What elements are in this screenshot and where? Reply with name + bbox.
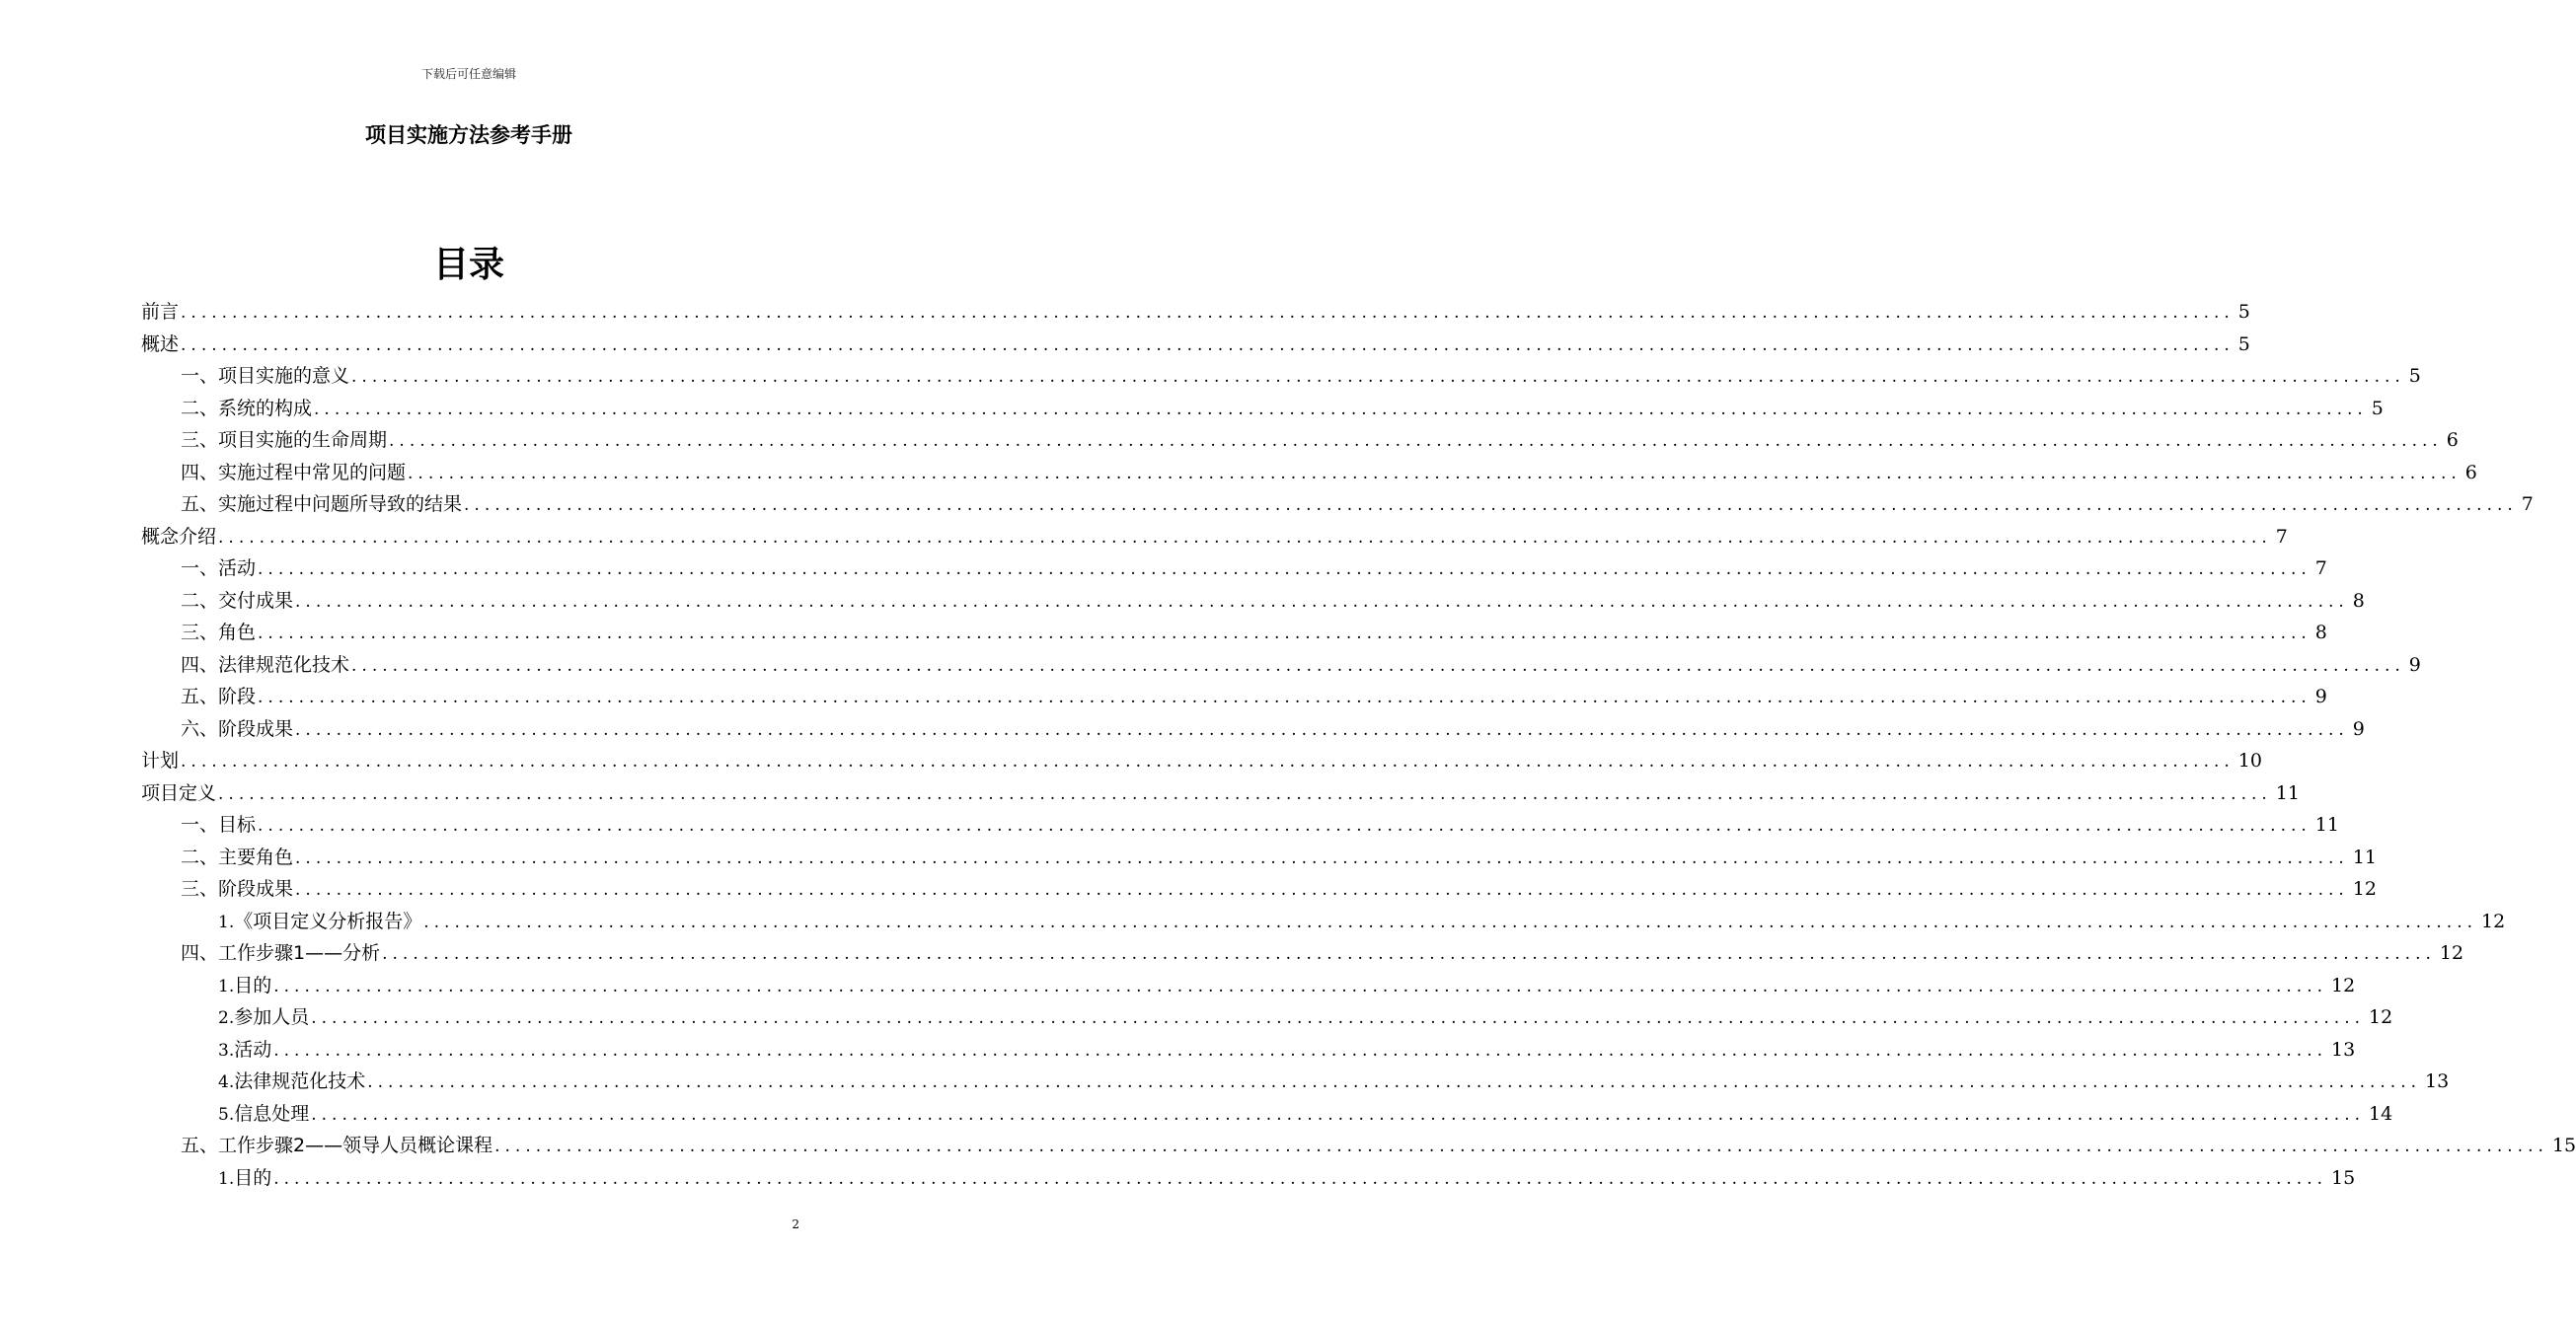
toc-entry-number: 二、 bbox=[181, 397, 219, 419]
toc-entry-label: 概念介绍 bbox=[141, 525, 217, 548]
toc-entry[interactable] bbox=[141, 296, 2250, 329]
toc-entry-page: 13 bbox=[2425, 1070, 2450, 1092]
toc-entry-page: 5 bbox=[2237, 332, 2250, 355]
toc-entry-number: 4. bbox=[218, 1072, 235, 1092]
toc-entry[interactable] bbox=[141, 1098, 2393, 1131]
toc-dot-leader: ........................................................................................................................................................................................................ bbox=[218, 783, 2272, 804]
toc-dot-leader: ........................................................................................................................................................................................................ bbox=[351, 655, 2405, 676]
toc-dot-leader: ........................................................................................................................................................................................................ bbox=[258, 688, 2311, 707]
toc-entry-label: 项目实施的生命周期 bbox=[218, 429, 388, 451]
toc-entry-page: 8 bbox=[2352, 589, 2365, 612]
toc-entry-label: 阶段 bbox=[218, 686, 257, 707]
toc-entry-number: 三、 bbox=[181, 429, 219, 451]
toc-entry-number: 1. bbox=[218, 976, 235, 996]
toc-entry-number: 四、 bbox=[181, 653, 219, 676]
toc-entry-number: 五、 bbox=[181, 686, 219, 707]
toc-entry-page: 7 bbox=[2314, 557, 2327, 579]
toc-dot-leader: ........................................................................................................................................................................................................ bbox=[295, 880, 2349, 900]
toc-entry-number: 六、 bbox=[181, 717, 219, 740]
toc-entry[interactable] bbox=[141, 585, 2365, 618]
toc-entry-label: 计划 bbox=[141, 750, 180, 772]
page-number: 2 bbox=[792, 1217, 799, 1231]
toc-entry-page: 9 bbox=[2408, 653, 2421, 676]
toc-entry[interactable] bbox=[141, 360, 2421, 393]
toc-entry-number: 五、 bbox=[181, 493, 219, 515]
toc-dot-leader: ........................................................................................................................................................................................................ bbox=[181, 334, 2235, 355]
toc-entry-page: 7 bbox=[2521, 493, 2534, 515]
toc-entry[interactable] bbox=[141, 906, 2506, 938]
toc-entry-label: 信息处理 bbox=[234, 1102, 310, 1125]
toc-entry-page: 6 bbox=[2464, 461, 2477, 483]
toc-dot-leader: ........................................................................................................................................................................................................ bbox=[273, 976, 2328, 996]
toc-entry-page: 15 bbox=[2551, 1135, 2576, 1156]
toc-entry-label: 角色 bbox=[218, 622, 257, 643]
toc-entry[interactable] bbox=[141, 1034, 2356, 1067]
toc-entry-label: 阶段成果 bbox=[218, 717, 294, 740]
toc-entry[interactable] bbox=[141, 488, 2534, 521]
toc-dot-leader: ........................................................................................................................................................................................................ bbox=[181, 752, 2235, 772]
toc-entry-label: 概述 bbox=[141, 332, 180, 355]
toc-entry[interactable] bbox=[141, 970, 2356, 1002]
toc-dot-leader: ........................................................................................................................................................................................................ bbox=[258, 624, 2311, 643]
toc-entry-page: 9 bbox=[2314, 686, 2327, 707]
toc-entry-label: 前言 bbox=[141, 301, 180, 323]
toc-entry-label: 《项目定义分析报告》 bbox=[234, 910, 422, 932]
toc-entry-label: 工作步骤1——分析 bbox=[218, 942, 381, 964]
toc-entry-number: 一、 bbox=[181, 557, 219, 579]
toc-entry-number: 二、 bbox=[181, 589, 219, 612]
toc-entry[interactable] bbox=[141, 745, 2262, 777]
toc-entry-number: 1. bbox=[218, 1168, 235, 1189]
toc-dot-leader: ........................................................................................................................................................................................................ bbox=[494, 1137, 2548, 1156]
toc-entry[interactable] bbox=[141, 873, 2377, 906]
toc-dot-leader: ........................................................................................................................................................................................................ bbox=[273, 1168, 2328, 1189]
toc-entry-label: 活动 bbox=[218, 557, 257, 579]
toc-entry-number: 1. bbox=[218, 912, 235, 932]
toc-entry-label: 活动 bbox=[234, 1038, 272, 1061]
toc-dot-leader: ........................................................................................................................................................................................................ bbox=[408, 463, 2462, 483]
toc-entry-label: 参加人员 bbox=[234, 1006, 310, 1028]
toc-entry-page: 8 bbox=[2314, 622, 2327, 643]
toc-dot-leader: ........................................................................................................................................................................................................ bbox=[389, 431, 2443, 451]
toc-entry-page: 6 bbox=[2446, 429, 2459, 451]
toc-entry-number: 三、 bbox=[181, 622, 219, 643]
toc-dot-leader: ........................................................................................................................................................................................................ bbox=[218, 527, 2272, 548]
toc-entry-number: 五、 bbox=[181, 1135, 219, 1156]
toc-entry-label: 交付成果 bbox=[218, 589, 294, 612]
toc-entry-page: 5 bbox=[2371, 397, 2384, 419]
toc-entry-page: 7 bbox=[2275, 525, 2288, 548]
toc-dot-leader: ........................................................................................................................................................................................................ bbox=[273, 1040, 2328, 1061]
toc-entry-number: 二、 bbox=[181, 846, 219, 868]
toc-entry-label: 系统的构成 bbox=[218, 397, 313, 419]
toc-entry-label: 法律规范化技术 bbox=[218, 653, 350, 676]
toc-dot-leader: ........................................................................................................................................................................................................ bbox=[258, 559, 2311, 579]
toc-dot-leader: ........................................................................................................................................................................................................ bbox=[181, 303, 2235, 323]
toc-entry-page: 12 bbox=[2331, 974, 2356, 996]
toc-entry-page: 5 bbox=[2237, 301, 2250, 323]
toc-entry[interactable] bbox=[141, 329, 2250, 361]
toc-entry-page: 15 bbox=[2331, 1166, 2356, 1189]
toc-dot-leader: ........................................................................................................................................................................................................ bbox=[295, 591, 2349, 612]
toc-entry-label: 实施过程中问题所导致的结果 bbox=[218, 493, 463, 515]
toc-dot-leader: ........................................................................................................................................................................................................ bbox=[258, 816, 2311, 836]
toc-dot-leader: ........................................................................................................................................................................................................ bbox=[367, 1072, 2422, 1092]
toc-dot-leader: ........................................................................................................................................................................................................ bbox=[295, 847, 2349, 868]
toc-entry-label: 主要角色 bbox=[218, 846, 294, 868]
toc-entry-number: 一、 bbox=[181, 365, 219, 387]
toc-entry-page: 13 bbox=[2331, 1038, 2356, 1061]
toc-entry[interactable] bbox=[141, 713, 2365, 746]
toc-entry[interactable] bbox=[141, 842, 2377, 874]
toc-dot-leader: ........................................................................................................................................................................................................ bbox=[464, 495, 2518, 515]
toc-entry[interactable] bbox=[141, 393, 2384, 425]
toc-entry[interactable] bbox=[141, 521, 2288, 553]
toc-entry-number: 三、 bbox=[181, 878, 219, 900]
toc-dot-leader: ........................................................................................................................................................................................................ bbox=[423, 912, 2478, 932]
table-of-contents bbox=[141, 296, 2576, 1194]
toc-entry[interactable] bbox=[141, 809, 2339, 842]
toc-entry-page: 11 bbox=[2314, 814, 2339, 836]
toc-entry-label: 项目定义 bbox=[141, 781, 217, 804]
toc-entry-page: 14 bbox=[2369, 1102, 2393, 1125]
toc-entry-page: 12 bbox=[2352, 878, 2377, 900]
toc-entry-page: 12 bbox=[2481, 910, 2506, 932]
toc-entry-number: 3. bbox=[218, 1040, 235, 1061]
toc-entry-number: 5. bbox=[218, 1104, 235, 1125]
toc-entry[interactable] bbox=[141, 1130, 2576, 1162]
toc-entry[interactable] bbox=[141, 777, 2300, 810]
toc-entry[interactable] bbox=[141, 681, 2327, 713]
toc-entry-number: 2. bbox=[218, 1008, 235, 1028]
toc-entry-page: 11 bbox=[2275, 781, 2300, 804]
toc-entry-number: 一、 bbox=[181, 814, 219, 836]
toc-dot-leader: ........................................................................................................................................................................................................ bbox=[311, 1008, 2366, 1028]
toc-entry[interactable] bbox=[141, 457, 2477, 489]
toc-entry-page: 12 bbox=[2369, 1006, 2393, 1028]
toc-entry-page: 5 bbox=[2408, 365, 2421, 387]
toc-entry[interactable] bbox=[141, 1066, 2450, 1098]
toc-entry-label: 阶段成果 bbox=[218, 878, 294, 900]
toc-entry-number: 四、 bbox=[181, 461, 219, 483]
toc-dot-leader: ........................................................................................................................................................................................................ bbox=[311, 1104, 2366, 1125]
toc-entry-label: 项目实施的意义 bbox=[218, 365, 350, 387]
toc-entry-page: 12 bbox=[2439, 942, 2464, 964]
toc-entry[interactable] bbox=[141, 1162, 2356, 1195]
toc-entry[interactable] bbox=[141, 1001, 2393, 1034]
toc-entry-page: 10 bbox=[2237, 750, 2262, 772]
toc-entry-number: 四、 bbox=[181, 942, 219, 964]
toc-entry[interactable] bbox=[141, 617, 2327, 649]
toc-dot-leader: ........................................................................................................................................................................................................ bbox=[314, 399, 2368, 419]
toc-entry-label: 法律规范化技术 bbox=[234, 1070, 366, 1092]
toc-entry[interactable] bbox=[141, 937, 2464, 970]
toc-entry[interactable] bbox=[141, 649, 2421, 682]
toc-entry[interactable] bbox=[141, 424, 2459, 457]
toc-entry-label: 目的 bbox=[234, 1166, 272, 1189]
toc-entry-label: 目标 bbox=[218, 814, 257, 836]
document-title: 项目实施方法参考手册 bbox=[365, 123, 572, 147]
toc-dot-leader: ........................................................................................................................................................................................................ bbox=[295, 719, 2349, 740]
toc-dot-leader: ........................................................................................................................................................................................................ bbox=[351, 367, 2405, 387]
toc-entry-page: 9 bbox=[2352, 717, 2365, 740]
toc-entry-label: 工作步骤2——领导人员概论课程 bbox=[218, 1135, 493, 1156]
toc-dot-leader: ........................................................................................................................................................................................................ bbox=[382, 944, 2436, 964]
header-note: 下载后可任意编辑 bbox=[420, 67, 516, 81]
toc-heading: 目录 bbox=[432, 245, 504, 285]
toc-entry-page: 11 bbox=[2352, 846, 2377, 868]
toc-entry-label: 目的 bbox=[234, 974, 272, 996]
toc-entry-label: 实施过程中常见的问题 bbox=[218, 461, 407, 483]
toc-entry[interactable] bbox=[141, 552, 2327, 585]
